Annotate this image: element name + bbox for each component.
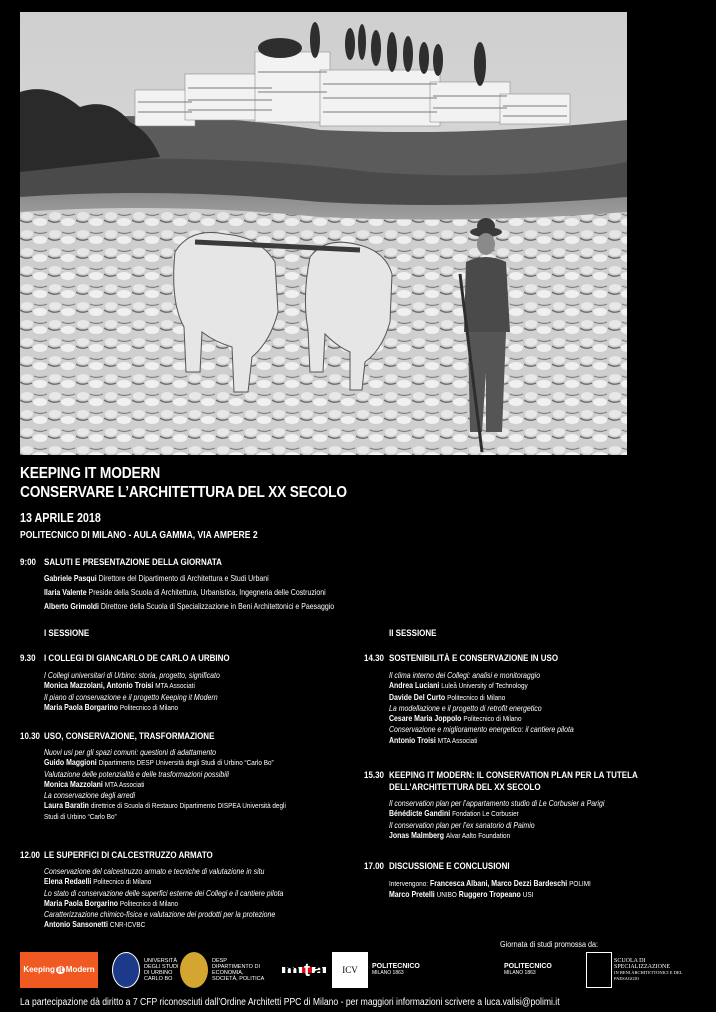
- s1-3-time: 12.00: [20, 850, 40, 861]
- opening-time: 9:00: [20, 557, 36, 568]
- hero-photo: [20, 12, 627, 455]
- speaker-name: Elena Redaelli: [44, 876, 92, 887]
- talk-title: I Collegi universitari di Urbino: storia, progetto, significato: [44, 670, 220, 680]
- speaker-name: Ilaria Valente: [44, 587, 87, 597]
- speaker-role: Preside della Scuola di Architettura, Urbanistica, Ingegneria delle Costruzioni: [88, 587, 326, 597]
- s2-3-title: DISCUSSIONE E CONCLUSIONI: [389, 861, 510, 872]
- speaker-affiliation: Fondation Le Corbusier: [452, 809, 519, 819]
- desp-seal-icon: [180, 952, 208, 988]
- speaker-name: Antonio Troisi: [389, 734, 436, 745]
- speaker-affiliation: POLIMI: [569, 879, 591, 888]
- mta-logo-m: m: [283, 960, 300, 980]
- speaker-affiliation: MTA Associati: [155, 681, 195, 691]
- s2-2-title-line-1: KEEPING IT MODERN: IL CONSERVATION PLAN PER LA TUTELA: [389, 770, 638, 781]
- speaker-affiliation: Politecnico di Milano: [447, 692, 506, 702]
- speaker-role: Direttore della Scuola di Specializzazione in Beni Architettonici e Paesaggio: [100, 601, 335, 611]
- speaker-affiliation: MTA Associati: [104, 779, 145, 789]
- speaker-affiliation: Luleå University of Technology: [441, 681, 528, 691]
- speaker-name: Andrea Luciani: [389, 680, 440, 691]
- opening-speaker: [44, 573, 269, 583]
- talk-title: Valutazione delle potenzialità e delle trasformazioni possibili: [44, 768, 229, 779]
- talk-title: Il clima interno dei Collegi: analisi e monitoraggio: [389, 670, 541, 680]
- s1-2-program: [44, 747, 286, 822]
- title-line-1: KEEPING IT MODERN: [20, 465, 161, 482]
- s1-2-time: 10.30: [20, 731, 40, 742]
- polimi-logo-text: POLITECNICO: [372, 963, 420, 970]
- speaker-name: Alberto Grimoldi: [44, 601, 99, 611]
- s1-3-program: [44, 866, 283, 931]
- speaker-name: Guido Maggioni: [44, 757, 97, 768]
- polimi-logo-text: POLITECNICO: [504, 963, 552, 970]
- s1-2-title: USO, CONSERVAZIONE, TRASFORMAZIONE: [44, 731, 215, 742]
- mta-logo-a: a: [314, 960, 325, 980]
- speaker-name: Ruggero Tropeano: [458, 889, 521, 900]
- polimi-logo-2: [504, 952, 584, 988]
- speaker-affiliation: Alvar Aalto Foundation: [445, 830, 511, 840]
- footer-note: La partecipazione dà diritto a 7 CFP riconosciuti dall’Ordine Architetti PPC di Milano - per maggiori informazioni scrivere a luca.valisi@polimi.it: [20, 997, 560, 1008]
- uniurb-seal-icon: [112, 952, 140, 988]
- speaker-affiliation: UNIBO: [436, 890, 457, 900]
- talk-title: Il conservation plan per l’ex sanatorio di Paimio: [389, 819, 535, 830]
- speaker-name: Monica Mazzolani, Antonio Troisi: [44, 680, 154, 691]
- talk-title: Il piano di conservazione e il progetto Keeping it Modern: [44, 691, 218, 702]
- s2-2-program: [389, 798, 604, 841]
- speaker-affiliation: Politecnico di Milano: [463, 714, 522, 724]
- opening-speaker: [44, 601, 334, 611]
- scuola-building-icon: [586, 952, 612, 988]
- talk-title: Il conservation plan per l’appartamento studio di Le Corbusier a Parigi: [389, 798, 605, 808]
- talk-title: La conservazione degli arredi: [44, 790, 136, 801]
- polimi-logo-sub: MILANO 1863: [372, 970, 404, 976]
- s2-3-program: [389, 878, 591, 901]
- speaker-name: Francesca Albani, Marco Dezzi Bardeschi: [429, 878, 568, 888]
- polimi-logo-sub: MILANO 1863: [504, 970, 536, 976]
- s2-2-time: 15.30: [364, 770, 384, 781]
- speaker-name: Bénédicte Gandini: [389, 808, 451, 819]
- logo-strip: [20, 952, 700, 994]
- talk-title: La modellazione e il progetto di retrofit energetico: [389, 702, 542, 713]
- kim-logo-text-b: it: [57, 965, 63, 974]
- opening-title: SALUTI E PRESENTAZIONE DELLA GIORNATA: [44, 557, 222, 568]
- speaker-name: Laura Baratin: [44, 800, 89, 811]
- polimi-logo: [372, 952, 452, 988]
- talk-title: Caratterizzazione chimico-fisica e valutazione dei prodotti per la protezione: [44, 909, 276, 920]
- opening-speaker: [44, 587, 326, 597]
- speaker-role: Direttore del Dipartimento di Architettura e Studi Urbani: [98, 573, 269, 583]
- intro-label: Intervengono:: [389, 879, 429, 888]
- desp-logo-text: DESP DIPARTIMENTO DI ECONOMIA, SOCIETÀ, POLITICA: [212, 958, 265, 982]
- speaker-name: Antonio Sansonetti: [44, 919, 108, 930]
- scuola-logo-sub: IN BENI ARCHITETTONICI E DEL PAESAGGIO: [614, 970, 683, 981]
- speaker-affiliation: direttrice di Scuola di Restauro Dipartimento DISPEA Università degli: [90, 801, 286, 811]
- speaker-affiliation: USI: [522, 890, 534, 900]
- kim-logo-text-a: Keeping: [23, 965, 55, 974]
- speaker-affiliation: Politecnico di Milano: [119, 702, 179, 712]
- scuola-logo-text: SCUOLA DI SPECIALIZZAZIONE: [614, 958, 670, 970]
- title-line-2: CONSERVARE L’ARCHITETTURA DEL XX SECOLO: [20, 484, 347, 501]
- talk-title: Nuovi usi per gli spazi comuni: questioni di adattamento: [44, 747, 217, 757]
- s1-1-title: I COLLEGI DI GIANCARLO DE CARLO A URBINO: [44, 653, 230, 664]
- mta-logo-t: t: [304, 960, 310, 980]
- talk-title: Conservazione e miglioramento energetico: il cantiere pilota: [389, 724, 574, 735]
- keeping-it-modern-logo: [20, 952, 98, 988]
- speaker-name: Gabriele Pasqui: [44, 573, 97, 583]
- kim-logo-text-c: Modern: [65, 965, 95, 974]
- speaker-name: Marco Pretelli: [389, 889, 435, 900]
- session-1-label: I SESSIONE: [44, 628, 90, 639]
- speaker-name: Davide Del Curto: [389, 691, 446, 702]
- s1-1-time: 9.30: [20, 653, 36, 664]
- event-venue: POLITECNICO DI MILANO - AULA GAMMA, VIA AMPERE 2: [20, 530, 258, 541]
- s1-1-program: [44, 670, 220, 713]
- s2-1-title: SOSTENIBILITÀ E CONSERVAZIONE IN USO: [389, 653, 559, 664]
- event-date: 13 APRILE 2018: [20, 511, 101, 525]
- talk-title: Conservazione del calcestruzzo armato e tecniche di valutazione in situ: [44, 866, 265, 876]
- photo-illustration: [20, 12, 627, 455]
- s1-3-title: LE SUPERFICI DI CALCESTRUZZO ARMATO: [44, 850, 213, 861]
- speaker-name: Maria Paola Borgarino: [44, 701, 118, 712]
- session-2-label: II SESSIONE: [389, 628, 437, 639]
- uniurb-logo-text: UNIVERSITÀ DEGLI STUDI DI URBINO CARLO BO: [144, 958, 179, 982]
- speaker-affiliation: CNR-ICVBC: [109, 920, 146, 930]
- s2-2-title: [389, 770, 638, 794]
- s2-1-time: 14.30: [364, 653, 384, 664]
- speaker-affiliation: Dipartimento DESP Università degli Studi di Urbino “Carlo Bo”: [98, 758, 274, 768]
- scuola-logo: [614, 952, 700, 988]
- speaker-name: Maria Paola Borgarino: [44, 897, 118, 908]
- speaker-affiliation: Politecnico di Milano: [93, 877, 152, 887]
- promoted-by-label: Giornata di studi promossa da:: [500, 940, 599, 949]
- event-title: [20, 464, 347, 502]
- speaker-name: Jonas Malmberg: [389, 829, 445, 840]
- icv-logo: ICV: [332, 952, 368, 988]
- s2-2-title-line-2: DELL’ARCHITETTURA DEL XX SECOLO: [389, 782, 541, 793]
- mta-logo: [282, 952, 326, 988]
- speaker-affiliation: Politecnico di Milano: [119, 898, 179, 908]
- speaker-affiliation: MTA Associati: [437, 735, 478, 745]
- speaker-name: Cesare Maria Joppolo: [389, 713, 462, 724]
- s2-3-time: 17.00: [364, 861, 384, 872]
- speaker-affiliation: Studi di Urbino “Carlo Bo”: [44, 811, 117, 821]
- speaker-name: Monica Mazzolani: [44, 778, 103, 789]
- talk-title: Lo stato di conservazione delle superfici esterne dei Collegi e il cantiere pilota: [44, 887, 284, 898]
- s2-1-program: [389, 670, 574, 746]
